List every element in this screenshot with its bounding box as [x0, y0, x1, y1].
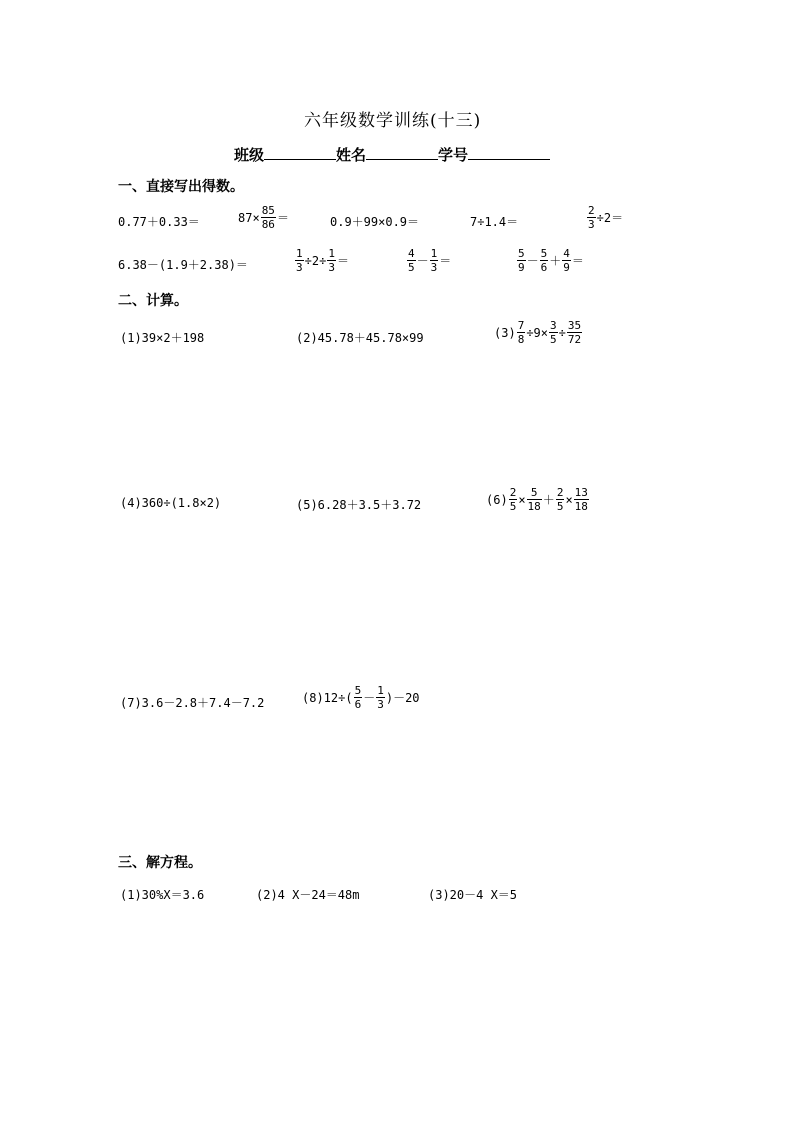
s3-e2: (2)4 X－24＝48m: [256, 888, 360, 902]
s1-q2: 87× $\frac{85}{86}$ ＝: [238, 204, 289, 231]
fraction: $\frac{1}{3}$: [328, 247, 335, 274]
section1-title: 一、直接写出得数。: [118, 179, 244, 195]
fraction: $\frac{4}{9}$: [563, 247, 570, 274]
s1-q7: $\frac{1}{3}$ ÷2÷ $\frac{1}{3}$ ＝: [296, 247, 349, 274]
fraction: $\frac{7}{8}$: [517, 319, 525, 346]
s2-p4: (4)360÷(1.8×2): [120, 496, 222, 510]
class-blank[interactable]: [264, 144, 336, 160]
s2-p8: (8)12÷( $\frac{5}{6}$ － $\frac{1}{3}$ )－20: [302, 684, 420, 711]
name-blank[interactable]: [366, 144, 438, 160]
s1-q5: $\frac{2}{3}$ ÷2＝: [588, 204, 624, 231]
id-label: 学号: [438, 146, 469, 164]
page-title: 六年级数学训练(十三): [304, 111, 482, 131]
s2-p7: (7)3.6－2.8＋7.4－7.2: [120, 696, 265, 710]
s2-p6: (6) $\frac{2}{5}$ × $\frac{5}{18}$ ＋ $\frac{2}{5}$ × $\frac{13}{18}$: [486, 486, 588, 513]
s2-p3: (3) $\frac{7}{8}$ ÷9× $\frac{3}{5}$ ÷ $\frac{35}{72}$: [494, 319, 582, 346]
s2-p1: (1)39×2＋198: [120, 331, 205, 345]
fraction: $\frac{2}{3}$: [588, 204, 595, 231]
id-blank[interactable]: [468, 144, 550, 160]
section3-title: 三、解方程。: [118, 855, 202, 871]
section2-title: 二、计算。: [118, 293, 188, 309]
s2-p5: (5)6.28＋3.5＋3.72: [296, 498, 422, 512]
s1-q6: 6.38－(1.9＋2.38)＝: [118, 258, 248, 272]
fraction: $\frac{1}{3}$: [296, 247, 303, 274]
s1-q9: $\frac{5}{9}$ － $\frac{5}{6}$ ＋ $\frac{4}{9}$ ＝: [518, 247, 584, 274]
s1-q8: $\frac{4}{5}$ － $\frac{1}{3}$ ＝: [408, 247, 452, 274]
fraction: $\frac{4}{5}$: [408, 247, 415, 274]
fraction: $\frac{2}{5}$: [509, 486, 517, 513]
fraction: $\frac{13}{18}$: [574, 486, 588, 513]
s3-e3: (3)20－4 X＝5: [428, 888, 518, 902]
fraction: $\frac{5}{6}$: [354, 684, 362, 711]
fraction: $\frac{3}{5}$: [550, 319, 557, 346]
fraction: $\frac{1}{3}$: [430, 247, 438, 274]
s1-q4: 7÷1.4＝: [470, 215, 519, 229]
student-info-line: [234, 144, 550, 165]
s1-q1: 0.77＋0.33＝: [118, 215, 200, 229]
fraction: $\frac{2}{5}$: [556, 486, 564, 513]
fraction: $\frac{5}{6}$: [540, 247, 548, 274]
fraction: $\frac{5}{9}$: [518, 247, 525, 274]
fraction: $\frac{1}{3}$: [377, 684, 384, 711]
fraction: $\frac{85}{86}$: [261, 204, 275, 231]
s2-p2: (2)45.78＋45.78×99: [296, 331, 424, 345]
s3-e1: (1)30%X＝3.6: [120, 888, 205, 902]
fraction: $\frac{35}{72}$: [567, 319, 582, 346]
class-label: 班级: [234, 146, 265, 164]
s1-q3: 0.9＋99×0.9＝: [330, 215, 420, 229]
fraction: $\frac{5}{18}$: [527, 486, 541, 513]
name-label: 姓名: [336, 146, 367, 164]
